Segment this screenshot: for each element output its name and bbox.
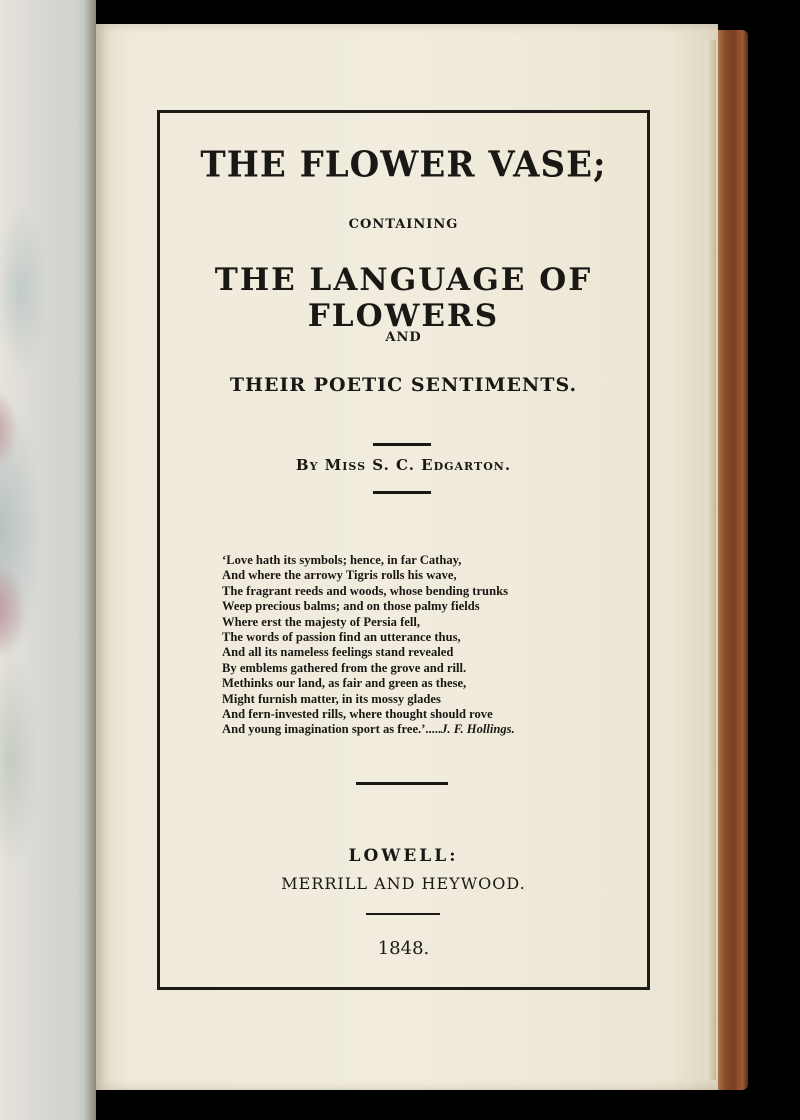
poem-line: Might furnish matter, in its mossy glades	[222, 691, 441, 706]
divider-rule-top	[373, 443, 431, 446]
poem-line: The words of passion find an utterance thus,	[222, 630, 461, 645]
poem-line: And all its nameless feelings stand revealed	[222, 645, 454, 660]
divider-rule-bottom	[373, 491, 431, 494]
author-line: By Miss S. C. Edgarton.	[295, 456, 512, 474]
imprint-publisher: MERRILL AND HEYWOOD.	[281, 874, 526, 893]
poem-line: ‘Love hath its symbols; hence, in far Cathay,	[222, 553, 462, 567]
poem-line: And where the arrowy Tigris rolls his wave,	[222, 568, 457, 583]
poem-line-last	[222, 722, 622, 737]
epigraph-poem	[222, 553, 622, 738]
book-subtitle: THE LANGUAGE OF FLOWERS	[214, 262, 593, 334]
poem-line: And fern-invested rills, where thought should rove	[222, 707, 493, 722]
and-label: AND	[385, 330, 422, 345]
page-fore-edge	[706, 40, 716, 1080]
poem-line: By emblems gathered from the grove and rill.	[222, 660, 467, 675]
poem-line: Where erst the majesty of Persia fell,	[222, 614, 421, 629]
page-gutter-shadow	[84, 0, 96, 1120]
divider-rule-middle	[356, 782, 448, 785]
book-title: THE FLOWER VASE;	[200, 144, 607, 186]
poem-line-text: And young imagination sport as free.’.....	[222, 722, 442, 737]
imprint-city: LOWELL:	[348, 846, 459, 866]
floral-frontispiece-image	[0, 110, 80, 870]
containing-label: CONTAINING	[348, 217, 459, 232]
facing-page-illustration	[0, 0, 96, 1120]
poem-attribution: J. F. Hollings.	[441, 722, 515, 737]
poem-line: The fragrant reeds and woods, whose bending trunks	[222, 583, 508, 598]
divider-rule-imprint	[366, 913, 440, 915]
imprint-year: 1848.	[377, 938, 430, 959]
poem-line: Methinks our land, as fair and green as these,	[222, 676, 467, 691]
poem-line: Weep precious balms; and on those palmy fields	[222, 599, 480, 614]
book-subtitle-2: THEIR POETIC SENTIMENTS.	[229, 374, 578, 396]
